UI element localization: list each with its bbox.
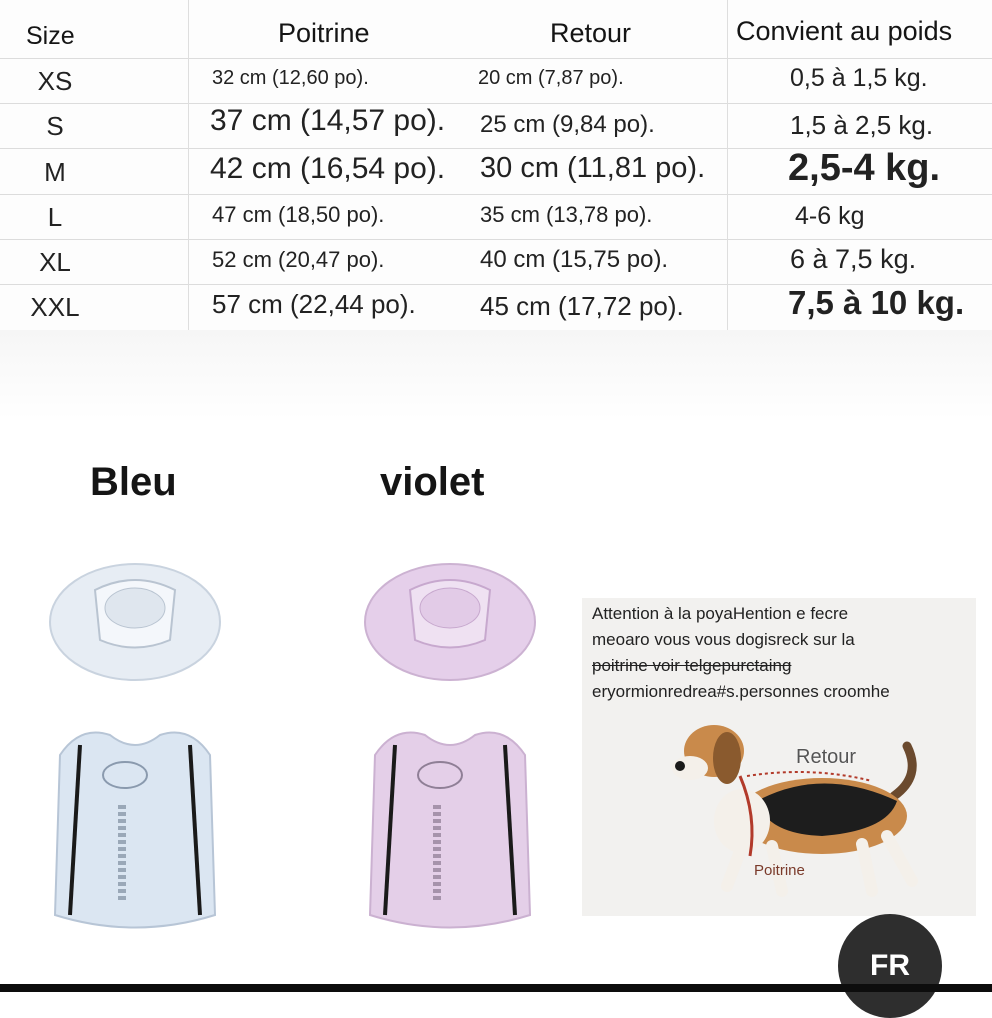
chest-cell: 32 cm (12,60 po). (212, 67, 369, 89)
dog-hat-icon (355, 560, 545, 685)
measurement-note (582, 598, 976, 916)
size-cell: XL (39, 247, 71, 277)
chest-cell: 57 cm (22,44 po). (212, 289, 416, 319)
chest-cell: 47 cm (18,50 po). (212, 202, 385, 227)
note-line: meoaro vous vous dogisreck sur la (592, 630, 855, 649)
label-back: Retour (796, 746, 857, 768)
beagle-illustration (672, 706, 972, 911)
table-divider (0, 239, 992, 240)
label-chest: Poitrine (754, 862, 805, 879)
table-divider (727, 0, 728, 330)
dog-vest-icon (355, 715, 545, 945)
chest-cell: 42 cm (16,54 po). (210, 152, 446, 185)
size-table (0, 0, 992, 330)
bottom-bar (0, 984, 992, 992)
header-back: Retour (550, 18, 632, 48)
language-badge[interactable]: FR (838, 914, 942, 1018)
back-cell: 30 cm (11,81 po). (480, 152, 706, 184)
back-cell: 35 cm (13,78 po). (480, 202, 653, 227)
weight-cell: 1,5 à 2,5 kg. (790, 110, 934, 140)
note-line: poitrine voir telgepurctaing (592, 656, 792, 675)
size-cell: XS (37, 66, 73, 96)
color-label-blue: Bleu (90, 460, 177, 504)
background-fade (0, 330, 992, 420)
table-divider (0, 103, 992, 104)
table-divider (0, 58, 992, 59)
size-cell: M (44, 157, 66, 187)
size-cell: S (46, 111, 64, 141)
back-cell: 25 cm (9,84 po). (480, 111, 655, 138)
table-divider (188, 0, 189, 330)
chest-cell: 37 cm (14,57 po). (210, 104, 446, 137)
table-divider (0, 194, 992, 195)
color-label-violet: violet (380, 460, 485, 504)
header-chest: Poitrine (278, 18, 370, 48)
weight-cell: 7,5 à 10 kg. (788, 284, 965, 321)
note-line: eryormionredrea#s.personnes croomhe (592, 682, 890, 701)
back-cell: 45 cm (17,72 po). (480, 291, 684, 321)
weight-cell: 0,5 à 1,5 kg. (790, 64, 928, 92)
weight-cell: 6 à 7,5 kg. (790, 244, 917, 274)
dog-hat-icon (40, 560, 230, 685)
header-size: Size (26, 22, 75, 50)
size-cell: XXL (30, 292, 80, 322)
dog-vest-icon (40, 715, 230, 945)
note-line: Attention à la poyaHention e fecre (592, 604, 849, 623)
size-cell: L (47, 202, 63, 232)
header-weight: Convient au poids (736, 16, 953, 46)
back-cell: 40 cm (15,75 po). (480, 246, 669, 273)
weight-cell: 2,5-4 kg. (788, 147, 941, 189)
weight-cell: 4-6 kg (795, 202, 865, 230)
back-cell: 20 cm (7,87 po). (478, 67, 624, 89)
chest-cell: 52 cm (20,47 po). (212, 247, 385, 272)
